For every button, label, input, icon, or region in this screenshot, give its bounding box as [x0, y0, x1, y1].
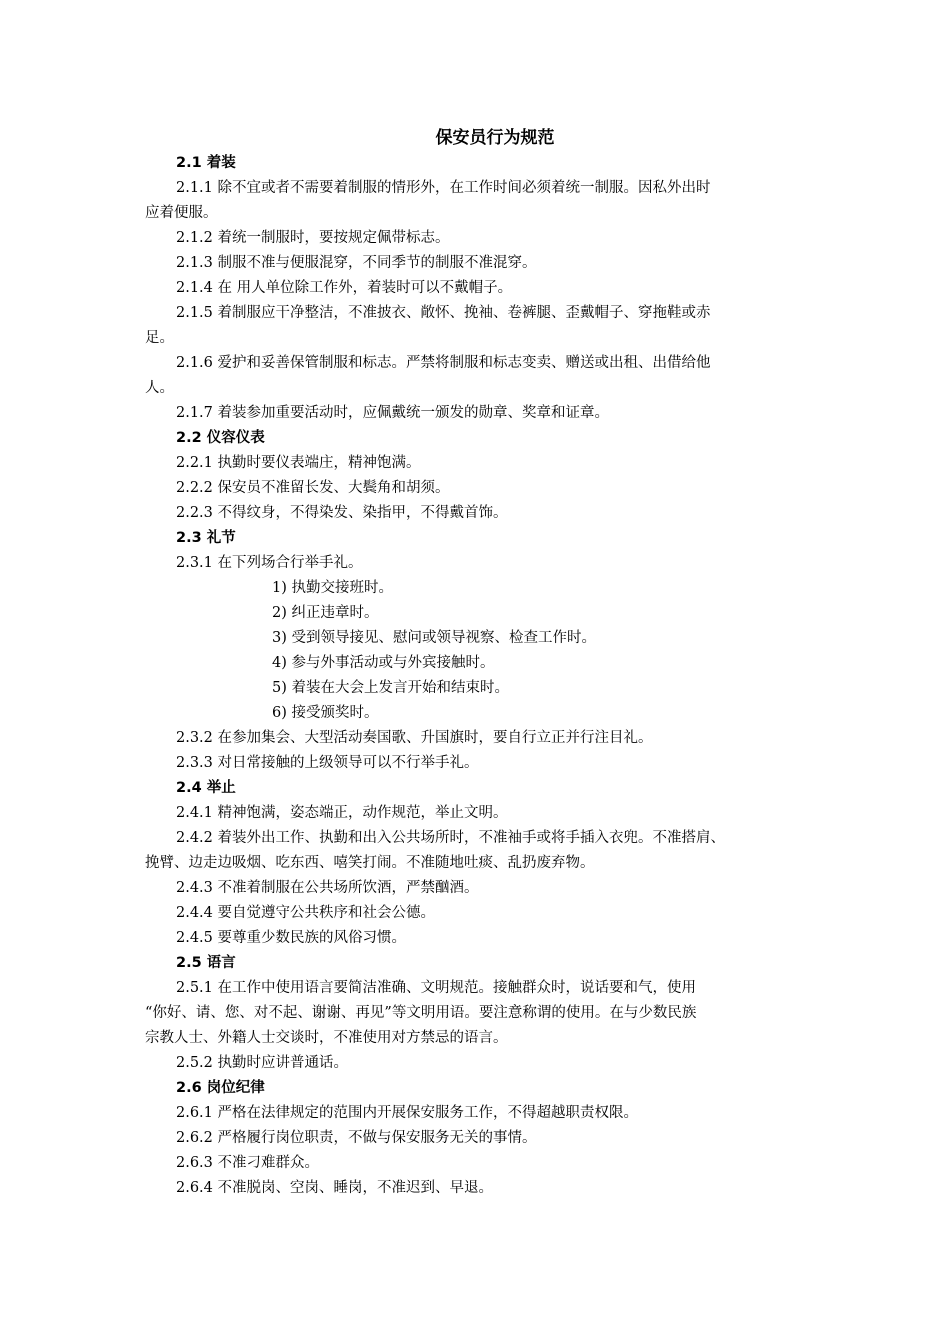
document-title: 保安员行为规范 — [435, 128, 555, 148]
list-item: 1) 执勤交接班时。 — [272, 580, 393, 596]
clause-line: 2.4.4 要自觉遵守公共秩序和社会公德。 — [176, 905, 436, 921]
list-item: 2) 纠正违章时。 — [272, 605, 379, 621]
section-heading: 2.2 仪容仪表 — [176, 430, 265, 446]
clause-line: 2.1.5 着制服应干净整洁，不准披衣、敞怀、挽袖、卷裤腿、歪戴帽子、穿拖鞋或赤 — [176, 305, 711, 321]
continuation-line: 足。 — [145, 330, 174, 346]
clause-line: 2.6.1 严格在法律规定的范围内开展保安服务工作，不得超越职责权限。 — [176, 1105, 639, 1121]
clause-line: 2.3.2 在参加集会、大型活动奏国歌、升国旗时，要自行立正并行注目礼。 — [176, 730, 653, 746]
clause-line: 2.1.4 在 用人单位除工作外，着装时可以不戴帽子。 — [176, 280, 513, 296]
list-item: 4) 参与外事活动或与外宾接触时。 — [272, 655, 495, 671]
clause-line: 2.1.2 着统一制服时，要按规定佩带标志。 — [176, 230, 450, 246]
continuation-line: 宗教人士、外籍人士交谈时，不准使用对方禁忌的语言。 — [145, 1030, 508, 1046]
clause-line: 2.6.4 不准脱岗、空岗、睡岗，不准迟到、早退。 — [176, 1180, 494, 1196]
section-heading: 2.5 语言 — [176, 955, 236, 971]
clause-line: 2.6.2 严格履行岗位职责，不做与保安服务无关的事情。 — [176, 1130, 537, 1146]
list-item: 5) 着装在大会上发言开始和结束时。 — [272, 680, 509, 696]
clause-line: 2.1.6 爱护和妥善保管制服和标志。严禁将制服和标志变卖、赠送或出租、出借给他 — [176, 355, 711, 371]
clause-line: 2.1.3 制服不准与便服混穿，不同季节的制服不准混穿。 — [176, 255, 537, 271]
clause-line: 2.5.2 执勤时应讲普通话。 — [176, 1055, 349, 1071]
clause-line: 2.2.1 执勤时要仪表端庄，精神饱满。 — [176, 455, 421, 471]
continuation-line: 挽臂、边走边吸烟、吃东西、嘻笑打闹。不准随地吐痰、乱扔废弃物。 — [145, 855, 595, 871]
clause-line: 2.1.1 除不宜或者不需要着制服的情形外，在工作时间必须着统一制服。因私外出时 — [176, 180, 711, 196]
clause-line: 2.4.1 精神饱满，姿态端正，动作规范，举止文明。 — [176, 805, 508, 821]
clause-line: 2.3.1 在下列场合行举手礼。 — [176, 555, 363, 571]
clause-line: 2.1.7 着装参加重要活动时，应佩戴统一颁发的勋章、奖章和证章。 — [176, 405, 610, 421]
section-heading: 2.3 礼节 — [176, 530, 236, 546]
list-item: 6) 接受颁奖时。 — [272, 705, 379, 721]
clause-line: 2.2.2 保安员不准留长发、大鬓角和胡须。 — [176, 480, 450, 496]
continuation-line: 人。 — [145, 380, 174, 396]
list-item: 3) 受到领导接见、慰问或领导视察、检查工作时。 — [272, 630, 596, 646]
section-heading: 2.4 举止 — [176, 780, 236, 796]
clause-line: 2.2.3 不得纹身，不得染发、染指甲，不得戴首饰。 — [176, 505, 508, 521]
section-heading: 2.1 着装 — [176, 155, 236, 171]
section-heading: 2.6 岗位纪律 — [176, 1080, 265, 1096]
clause-line: 2.6.3 不准刁难群众。 — [176, 1155, 320, 1171]
continuation-line: 应着便服。 — [145, 205, 218, 221]
clause-line: 2.4.5 要尊重少数民族的风俗习惯。 — [176, 930, 407, 946]
clause-line: 2.3.3 对日常接触的上级领导可以不行举手礼。 — [176, 755, 479, 771]
clause-line: 2.4.2 着装外出工作、执勤和出入公共场所时，不准袖手或将手插入衣兜。不准搭肩、 — [176, 830, 726, 846]
clause-line: 2.4.3 不准着制服在公共场所饮酒，严禁酗酒。 — [176, 880, 479, 896]
clause-line: 2.5.1 在工作中使用语言要简洁准确、文明规范。接触群众时，说话要和气，使用 — [176, 980, 697, 996]
continuation-line: “你好、请、您、对不起、谢谢、再见”等文明用语。要注意称谓的使用。在与少数民族 — [145, 1005, 697, 1021]
